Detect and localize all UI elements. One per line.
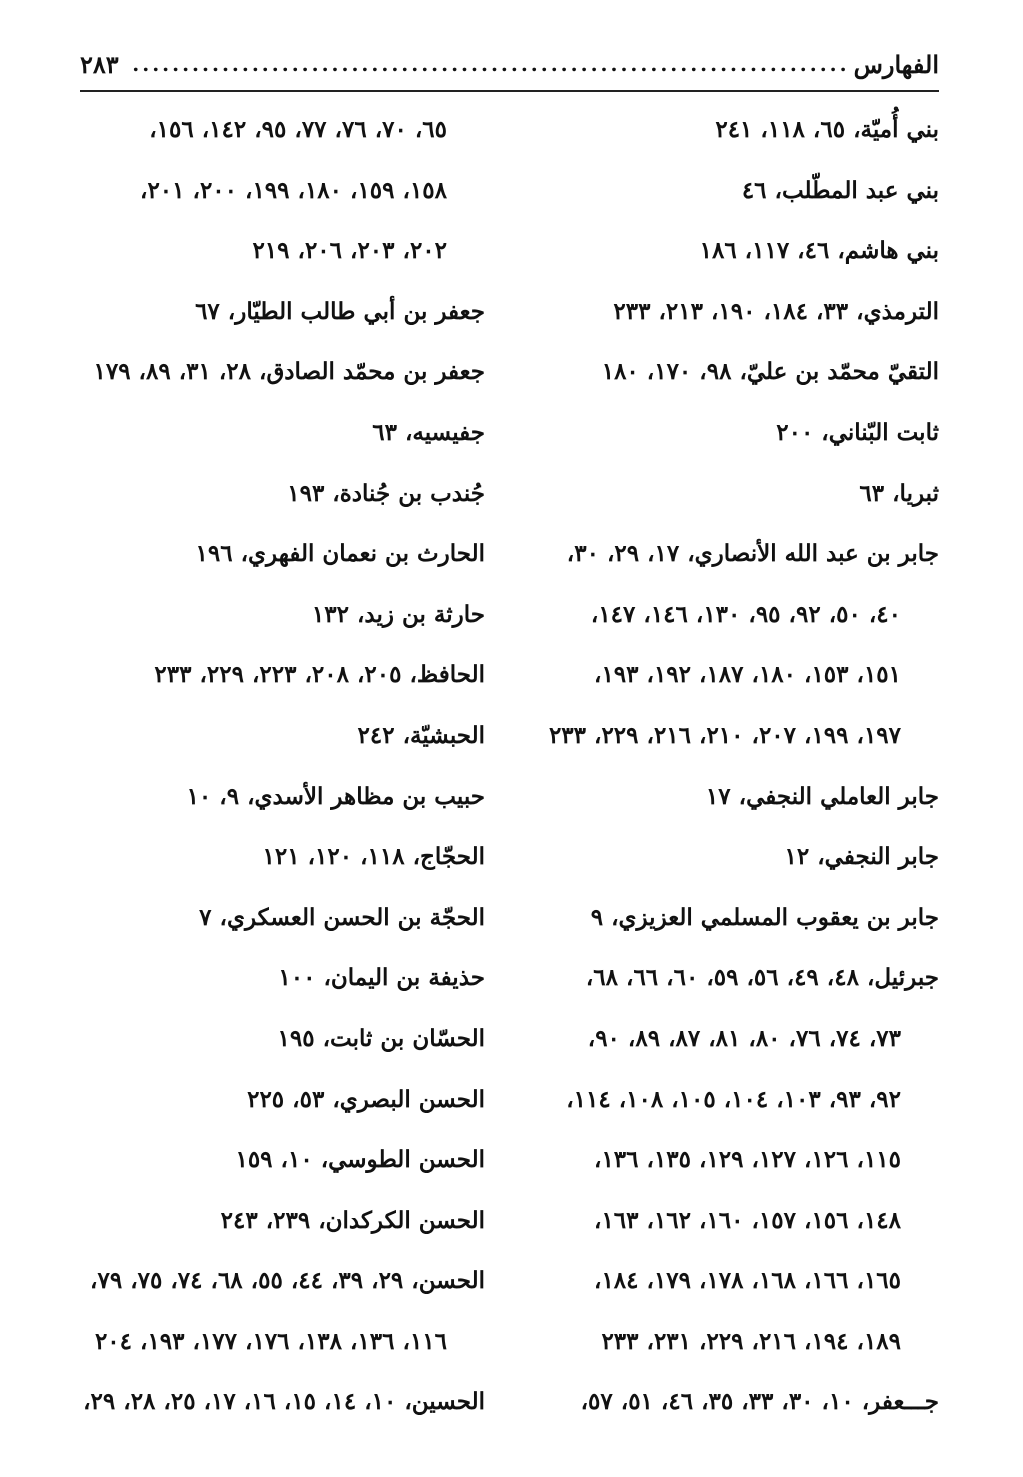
index-entry-continuation: ١١٥، ١٢٦، ١٢٧، ١٢٩، ١٣٥، ١٣٦،	[594, 1146, 901, 1174]
index-entry: جابر بن عبد الله الأنصاري، ١٧، ٢٩، ٣٠،	[566, 540, 939, 568]
index-entry-continuation: ٩٢، ٩٣، ١٠٣، ١٠٤، ١٠٥، ١٠٨، ١١٤،	[566, 1085, 901, 1113]
index-entry-continuation: ٤٠، ٥٠، ٩٢، ٩٥، ١٣٠، ١٤٦، ١٤٧،	[590, 600, 901, 628]
index-entry: الحجّاج، ١١٨، ١٢٠، ١٢١	[262, 843, 485, 871]
index-entry: الحبشيّة، ٢٤٢	[357, 721, 485, 749]
index-entry-continuation: ١٥٨، ١٥٩، ١٨٠، ١٩٩، ٢٠٠، ٢٠١،	[140, 176, 447, 204]
index-entry: جعفر بن محمّد الصادق، ٢٨، ٣١، ٨٩، ١٧٩	[93, 358, 485, 386]
index-entry: ثبريا، ٦٣	[859, 479, 939, 507]
index-column-right	[529, 100, 939, 1433]
index-column-left	[80, 100, 485, 1433]
running-title: الفهارس	[853, 49, 939, 79]
index-entry: بني هاشم، ٤٦، ١١٧، ١٨٦	[699, 237, 939, 265]
leader-dots: ........................................................................	[132, 52, 850, 76]
index-entry: حبيب بن مظاهر الأسدي، ٩، ١٠	[186, 782, 485, 810]
index-entry: الحسن الطوسي، ١٠، ١٥٩	[235, 1146, 485, 1174]
index-entry: بني عبد المطّلب، ٤٦	[741, 176, 939, 204]
index-entry: الحسن البصري، ٥٣، ٢٢٥	[247, 1085, 485, 1113]
index-entry-continuation: ١٨٩، ١٩٤، ٢١٦، ٢٢٩، ٢٣١، ٢٣٣	[601, 1327, 901, 1355]
index-entry-continuation: ١٩٧، ١٩٩، ٢٠٧، ٢١٠، ٢١٦، ٢٢٩، ٢٣٣	[548, 721, 901, 749]
index-entry: الحسن، ٢٩، ٣٩، ٤٤، ٥٥، ٦٨، ٧٤، ٧٥، ٧٩،	[90, 1267, 485, 1295]
index-entry: جفيسيه، ٦٣	[372, 418, 485, 446]
index-entry: حذيفة بن اليمان، ١٠٠	[278, 964, 485, 992]
index-entry: الحافظ، ٢٠٥، ٢٠٨، ٢٢٣، ٢٢٩، ٢٣٣	[154, 661, 485, 689]
page-header	[80, 40, 939, 88]
index-entry: حارثة بن زيد، ١٣٢	[311, 600, 485, 628]
index-entry-continuation: ١٤٨، ١٥٦، ١٥٧، ١٦٠، ١٦٢، ١٦٣،	[594, 1206, 901, 1234]
index-entry: التقيّ محمّد بن عليّ، ٩٨، ١٧٠، ١٨٠	[601, 358, 939, 386]
index-entry: الترمذي، ٣٣، ١٨٤، ١٩٠، ٢١٣، ٢٣٣	[613, 297, 939, 325]
index-entry: بني أُميّة، ٦٥، ١١٨، ٢٤١	[715, 116, 939, 143]
page-number: ٢٨٣	[80, 49, 119, 79]
index-entry: الحسين، ١٠، ١٤، ١٥، ١٦، ١٧، ٢٥، ٢٨، ٢٩،	[83, 1388, 485, 1416]
index-entry: الحسن الكركدان، ٢٣٩، ٢٤٣	[220, 1206, 485, 1234]
index-entry: جبرئيل، ٤٨، ٤٩، ٥٦، ٥٩، ٦٠، ٦٦، ٦٨،	[585, 964, 939, 992]
index-entry-continuation: ١٦٥، ١٦٦، ١٦٨، ١٧٨، ١٧٩، ١٨٤،	[594, 1267, 901, 1295]
index-entry: الحسّان بن ثابت، ١٩٥	[277, 1024, 485, 1052]
index-entry: الحجّة بن الحسن العسكري، ٧	[199, 903, 485, 931]
header-rule	[80, 90, 939, 92]
index-entry: الحارث بن نعمان الفهري، ١٩٦	[195, 540, 485, 568]
index-entry-continuation: ٦٥، ٧٠، ٧٦، ٧٧، ٩٥، ١٤٢، ١٥٦،	[149, 116, 447, 143]
index-entry: جابر بن يعقوب المسلمي العزيزي، ٩	[590, 903, 939, 931]
index-entry: جعفر بن أبي طالب الطيّار، ٦٧	[195, 297, 485, 325]
index-entry: جـــعفر، ١٠، ٣٠، ٣٣، ٣٥، ٤٦، ٥١، ٥٧،	[580, 1388, 939, 1416]
index-entry-continuation: ٧٣، ٧٤، ٧٦، ٨٠، ٨١، ٨٧، ٨٩، ٩٠،	[587, 1024, 901, 1052]
index-entry-continuation: ١٥١، ١٥٣، ١٨٠، ١٨٧، ١٩٢، ١٩٣،	[594, 661, 901, 689]
index-entry-continuation: ٢٠٢، ٢٠٣، ٢٠٦، ٢١٩	[252, 237, 447, 265]
index-entry-continuation: ١١٦، ١٣٦، ١٣٨، ١٧٦، ١٧٧، ١٩٣، ٢٠٤	[94, 1327, 447, 1355]
index-entry: ثابت البّناني، ٢٠٠	[776, 418, 939, 446]
index-entry: جابر النجفي، ١٢	[784, 843, 939, 871]
index-entry: جابر العاملي النجفي، ١٧	[705, 782, 939, 810]
index-entry: جُندب بن جُنادة، ١٩٣	[287, 479, 485, 507]
